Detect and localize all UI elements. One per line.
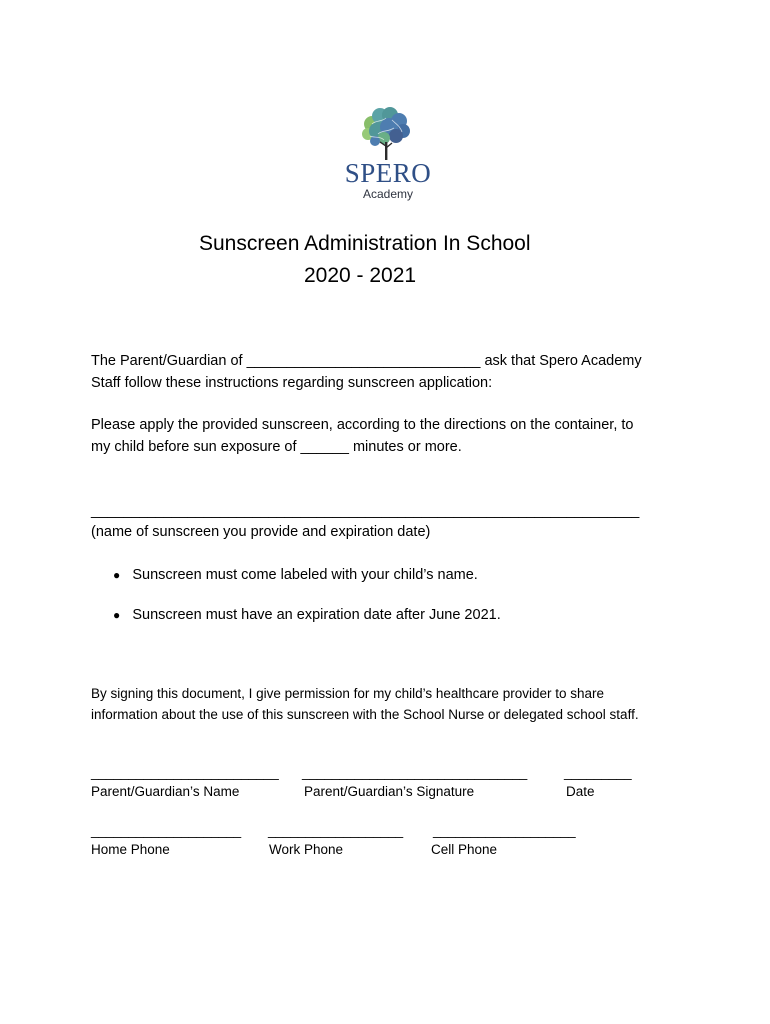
date-label: Date <box>566 784 595 799</box>
spero-tree-logo-icon <box>358 106 414 164</box>
permission-line-2: information about the use of this sunscreen with the School Nurse or delegated school staff. <box>91 707 639 722</box>
bullet-dot-icon: ● <box>113 608 121 622</box>
bullet-text: Sunscreen must come labeled with your child’s name. <box>132 567 478 583</box>
work-phone-label: Work Phone <box>269 842 344 857</box>
document-title: Sunscreen Administration In School <box>199 232 531 255</box>
bullet-dot-icon: ● <box>113 568 121 582</box>
cell-phone-rule: ___________________ <box>433 823 576 838</box>
instruction-line-1: Please apply the provided sunscreen, according to the directions on the container, to <box>91 417 634 433</box>
guardian-name-rule: _________________________ <box>91 765 279 780</box>
bullet-item <box>113 605 501 625</box>
sunscreen-name-rule: ____________________________________________________________________ <box>91 503 640 519</box>
intro-line-2: Staff follow these instructions regarding sunscreen application: <box>91 375 493 391</box>
document-year: 2020 - 2021 <box>304 264 417 287</box>
work-phone-rule: __________________ <box>268 823 404 838</box>
sunscreen-name-caption: (name of sunscreen you provide and expiration date) <box>91 524 431 540</box>
home-phone-label: Home Phone <box>91 842 170 857</box>
bullet-item <box>113 565 478 585</box>
home-phone-rule: ____________________ <box>91 823 242 838</box>
intro-line-1: The Parent/Guardian of _____________________________ ask that Spero Academy <box>91 353 642 369</box>
bullet-text: Sunscreen must have an expiration date after June 2021. <box>132 607 501 623</box>
permission-line-1: By signing this document, I give permission for my child’s healthcare provider to share <box>91 686 604 701</box>
spero-logo-subtitle: Academy <box>362 187 414 201</box>
guardian-signature-rule: ______________________________ <box>302 765 528 780</box>
spero-logo-wordmark: SPERO <box>344 158 432 188</box>
date-rule: _________ <box>564 765 632 780</box>
guardian-name-label: Parent/Guardian’s Name <box>91 784 240 799</box>
guardian-signature-label: Parent/Guardian’s Signature <box>304 784 475 799</box>
instruction-line-2: my child before sun exposure of ______ minutes or more. <box>91 439 462 455</box>
cell-phone-label: Cell Phone <box>431 842 498 857</box>
